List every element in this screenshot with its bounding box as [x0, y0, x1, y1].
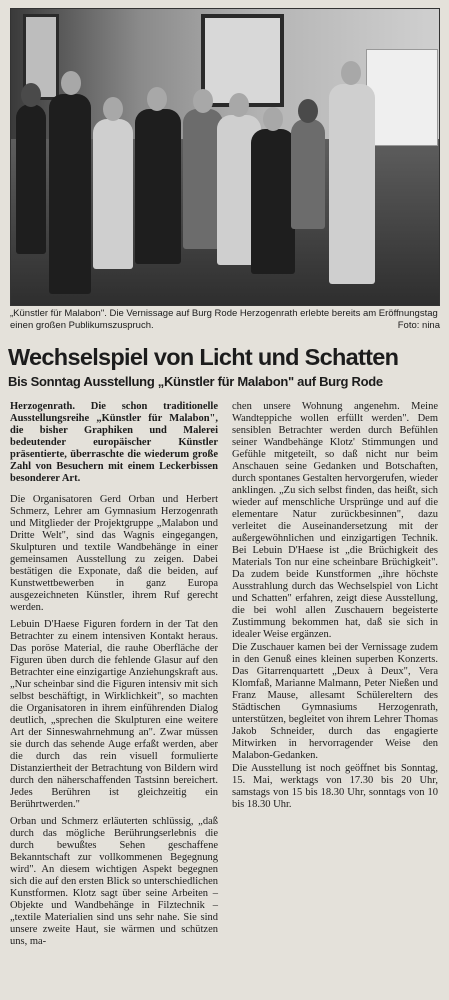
article-paragraph: chen unsere Wohnung angenehm. Meine Wandteppiche wollen erfüllt werden". Dem sensiblen Betrachter werden durch Befühlen seiner Wandbehänge Klotz' Stimmungen und Gefühle mitgeteilt, so daß nicht nur beim Anschauen seine Gedanken und Botschaften, durch spontanes Gestalten hervorgerufen, wieder anklingen. „Zu sich selbst finden, das heißt, sich wieder auf menschliche Ursprünge und auf die elementare Natur zurückbesinnen", dazu verleitet die Auseinandersetzung mit der außergewöhnlichen und einzigartigen Technik. Bei Lebuin D'Haese ist „die Brüchigkeit des Materials Ton nur eine scheinbare Brüchigkeit". Da zudem beide Kunstformen „ihre höchste Ausstrahlung durch das Wechselspiel von Licht und Schatten" erfahren, zeigt diese Ausstellung, die bei wohl allen Zuschauern begeisterte Zustimmung bekommen hat, daß sie sich in idealer Weise ergänzen. [232, 401, 438, 640]
article-column-left [10, 401, 218, 949]
article-subheadline: Bis Sonntag Ausstellung „Künstler für Malabon" auf Burg Rode [8, 374, 383, 389]
vernissage-photo [10, 8, 440, 306]
photo-credit: Foto: nina [397, 320, 440, 331]
article-headline: Wechselspiel von Licht und Schatten [8, 344, 399, 370]
article-paragraph: Orban und Schmerz erläuterten schlüssig, „daß durch das mögliche Berührungserlebnis die durch bewußtes Sehen geschaffene Bekanntschaft zur vollkommenen Begegnung wird". An diesem wichtigen Aspekt begegnen sich die auf den ersten Blick so unterschiedlichen Kunstformen. Klotz sagt über seine Arbeiten – Objekte und Wandbehänge in Filztechnik – „textile Materialien sind uns sehr nahe. Sie sind unsere zweite Haut, sie wärmen und schützen uns, ma- [10, 816, 218, 947]
article-lead: Herzogenrath. Die schon traditionelle Ausstellungsreihe „Künstler für Malabon", die bisher Graphiken und Malerei bedeutender europäischer Künstler präsentierte, überraschte die wiederum große Zahl von Besuchern mit einem Leckerbissen besonderer Art. [10, 401, 218, 484]
article-paragraph: Lebuin D'Haese Figuren fordern in der Tat den Betrachter zu einem intensiven Kontakt heraus. Das poröse Material, die rauhe Oberfläche der Figuren üben durch die fehlende Glasur auf den Betrachter eine einzigartige Anziehungskraft aus. „Nur scheinbar sind die Figuren intensiv mit sich selbst beschäftigt, in Wirklichkeit", so machten die Organisatoren in ihrem einführenden Dialog deutlich, „sprechen die Skulpturen eine weitere Art der Sinneswahrnehmung an". Zwar müssen sie durch das sehende Auge erfaßt werden, aber die durch das rein visuell formulierte Distanziertheit der Betrachtung von Bildern wird durch den näherschaffenden Tastsinn bereichert. Jedes Berühren ist gleichzeitig ein Berührtwerden." [10, 619, 218, 810]
caption-text: „Künstler für Malabon". Die Vernissage auf Burg Rode Herzogenrath erlebte bereits am Eröffnungstag einen großen Publikumszuspruch. [10, 308, 438, 331]
article-column-right [232, 401, 438, 812]
article-paragraph: Die Organisatoren Gerd Orban und Herbert Schmerz, Lehrer am Gymnasium Herzogenrath und Mitglieder der Projektgruppe „Malabon und Dritte Welt", sind das Wagnis eingegangen, Skulpturen und textile Wandbehänge in einer gemeinsamen Ausstellung zu zeigen. Dabei bestätigen die Exponate, daß die beiden, auf Kunstwettbewerben in ganz Europa ausgezeichneten Künstler, ihrem Ruf gerecht werden. [10, 494, 218, 613]
photo-caption [10, 308, 440, 332]
article-paragraph: Die Zuschauer kamen bei der Vernissage zudem in den Genuß eines kleinen superben Konzerts. Das Gitarrenquartett „Deux à Deux", Vera Klomfaß, Marianne Malmann, Peter Nießen und Franz Mause, allesamt Schülereltern des Städtischen Gymnasiums Herzogenrath, unterstützen, begleitet von ihrem Lehrer Thomas Jakob Schneider, durch das engagierte Mitwirken in hervorragender Weise den Malabon-Gedanken. [232, 642, 438, 761]
article-paragraph: Die Ausstellung ist noch geöffnet bis Sonntag, 15. Mai, werktags von 17.30 bis 20 Uhr, samstags von 15 bis 18.30 Uhr, sonntags von 10 bis 18.30 Uhr. [232, 763, 438, 810]
